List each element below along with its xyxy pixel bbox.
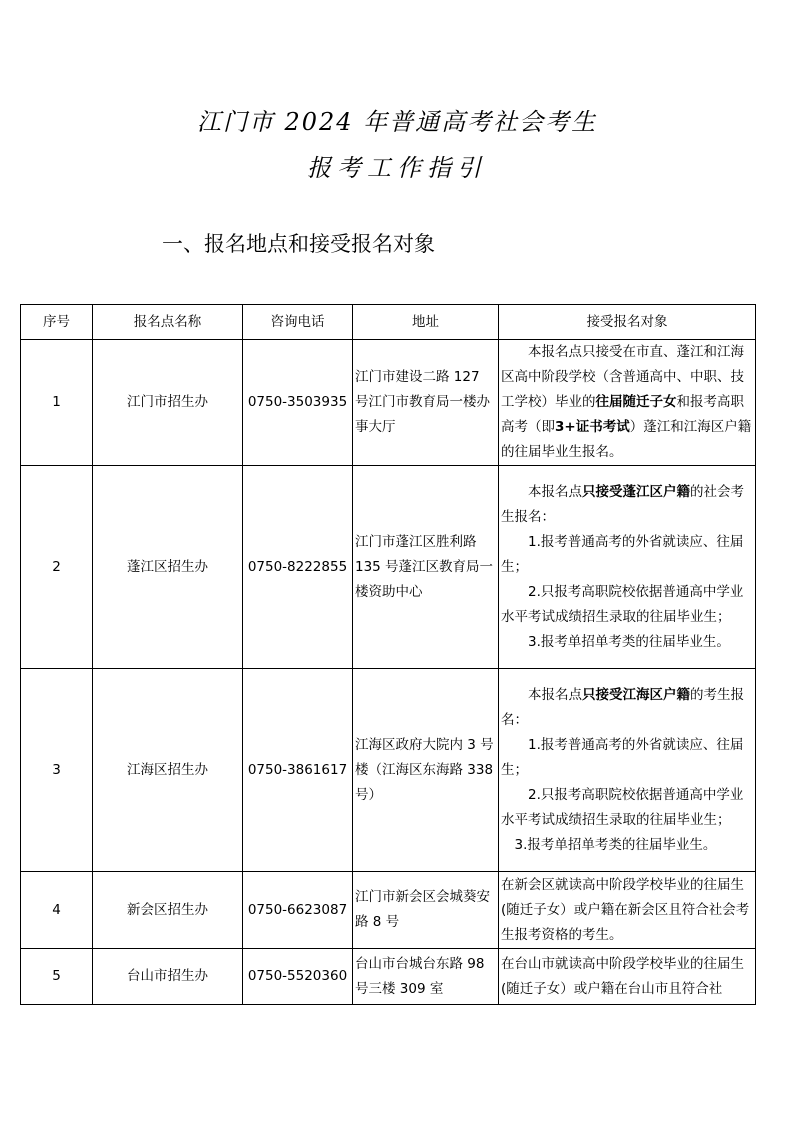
table-row [21,340,756,466]
eligibility-text: 本报名点只接受在市直、蓬江和江海区高中阶段学校（含普通高中、中职、技工学校）毕业的往届随迁子女和报考高职高考（即3+证书考试）蓬江和江海区户籍的往届毕业生报名。 [501,344,752,460]
site-name: 江海区招生办 [93,669,243,872]
eligibility-lead: 本报名点只接受蓬江区户籍的社会考生报名： [501,483,744,525]
header-phone: 咨询电话 [243,305,353,340]
header-index: 序号 [21,305,93,340]
eligibility-item: 1.报考普通高考的外省就读应、往届生； [501,736,744,778]
site-address: 江门市建设二路 127 号江门市教育局一楼办事大厅 [353,340,499,466]
highlight-text: 3+证书考试 [555,419,630,435]
highlight-text: 只接受江海区户籍 [582,686,690,703]
table-header-row [21,305,756,340]
row-index: 2 [21,466,93,669]
eligible-applicants: 在新会区就读高中阶段学校毕业的往届生(随迁子女）或户籍在新会区且符合社会考生报考资格的考生。 [499,872,756,949]
registration-sites-table [20,304,756,1005]
header-site-name: 报名点名称 [93,305,243,340]
table-row [21,466,756,669]
site-address: 江门市蓬江区胜利路 135 号蓬江区教育局一楼资助中心 [353,466,499,669]
header-address: 地址 [353,305,499,340]
section-heading: 一、报名地点和接受报名对象 [162,232,435,256]
site-name: 新会区招生办 [93,872,243,949]
phone-number: 0750-3503935 [243,340,353,466]
highlight-text: 往届随迁子女 [595,394,677,410]
table-row [21,669,756,872]
row-index: 3 [21,669,93,872]
table-row [21,872,756,949]
eligibility-item: 2.只报考高职院校依据普通高中学业水平考试成绩招生录取的往届毕业生； [501,583,744,625]
eligibility-item: 1.报考普通高考的外省就读应、往届生； [501,533,744,575]
site-name: 台山市招生办 [93,949,243,1005]
eligibility-item: 3.报考单招单考类的往届毕业生。 [514,836,717,853]
site-address: 江门市新会区会城葵安路 8 号 [353,872,499,949]
eligibility-lead: 本报名点只接受江海区户籍的考生报名： [501,686,744,728]
document-title [0,100,794,190]
title-line-1: 江门市 2024 年普通高考社会考生 [196,108,598,136]
eligibility-item: 3.报考单招单考类的往届毕业生。 [528,633,730,650]
highlight-text: 只接受蓬江区户籍 [582,483,690,500]
eligibility-item: 2.只报考高职院校依据普通高中学业水平考试成绩招生录取的往届毕业生； [501,786,744,828]
site-name: 蓬江区招生办 [93,466,243,669]
row-index: 5 [21,949,93,1005]
eligible-applicants: 在台山市就读高中阶段学校毕业的往届生(随迁子女）或户籍在台山市且符合社 [499,949,756,1005]
row-index: 4 [21,872,93,949]
title-line-2: 报考工作指引 [307,154,487,182]
row-index: 1 [21,340,93,466]
site-address: 江海区政府大院内 3 号楼（江海区东海路 338 号） [353,669,499,872]
table-row [21,949,756,1005]
site-name: 江门市招生办 [93,340,243,466]
eligible-applicants [499,466,756,669]
eligible-applicants [499,340,756,466]
site-address: 台山市台城台东路 98 号三楼 309 室 [353,949,499,1005]
phone-number: 0750-6623087 [243,872,353,949]
header-eligible-applicants: 接受报名对象 [499,305,756,340]
phone-number: 0750-5520360 [243,949,353,1005]
eligible-applicants [499,669,756,872]
phone-number: 0750-8222855 [243,466,353,669]
phone-number: 0750-3861617 [243,669,353,872]
